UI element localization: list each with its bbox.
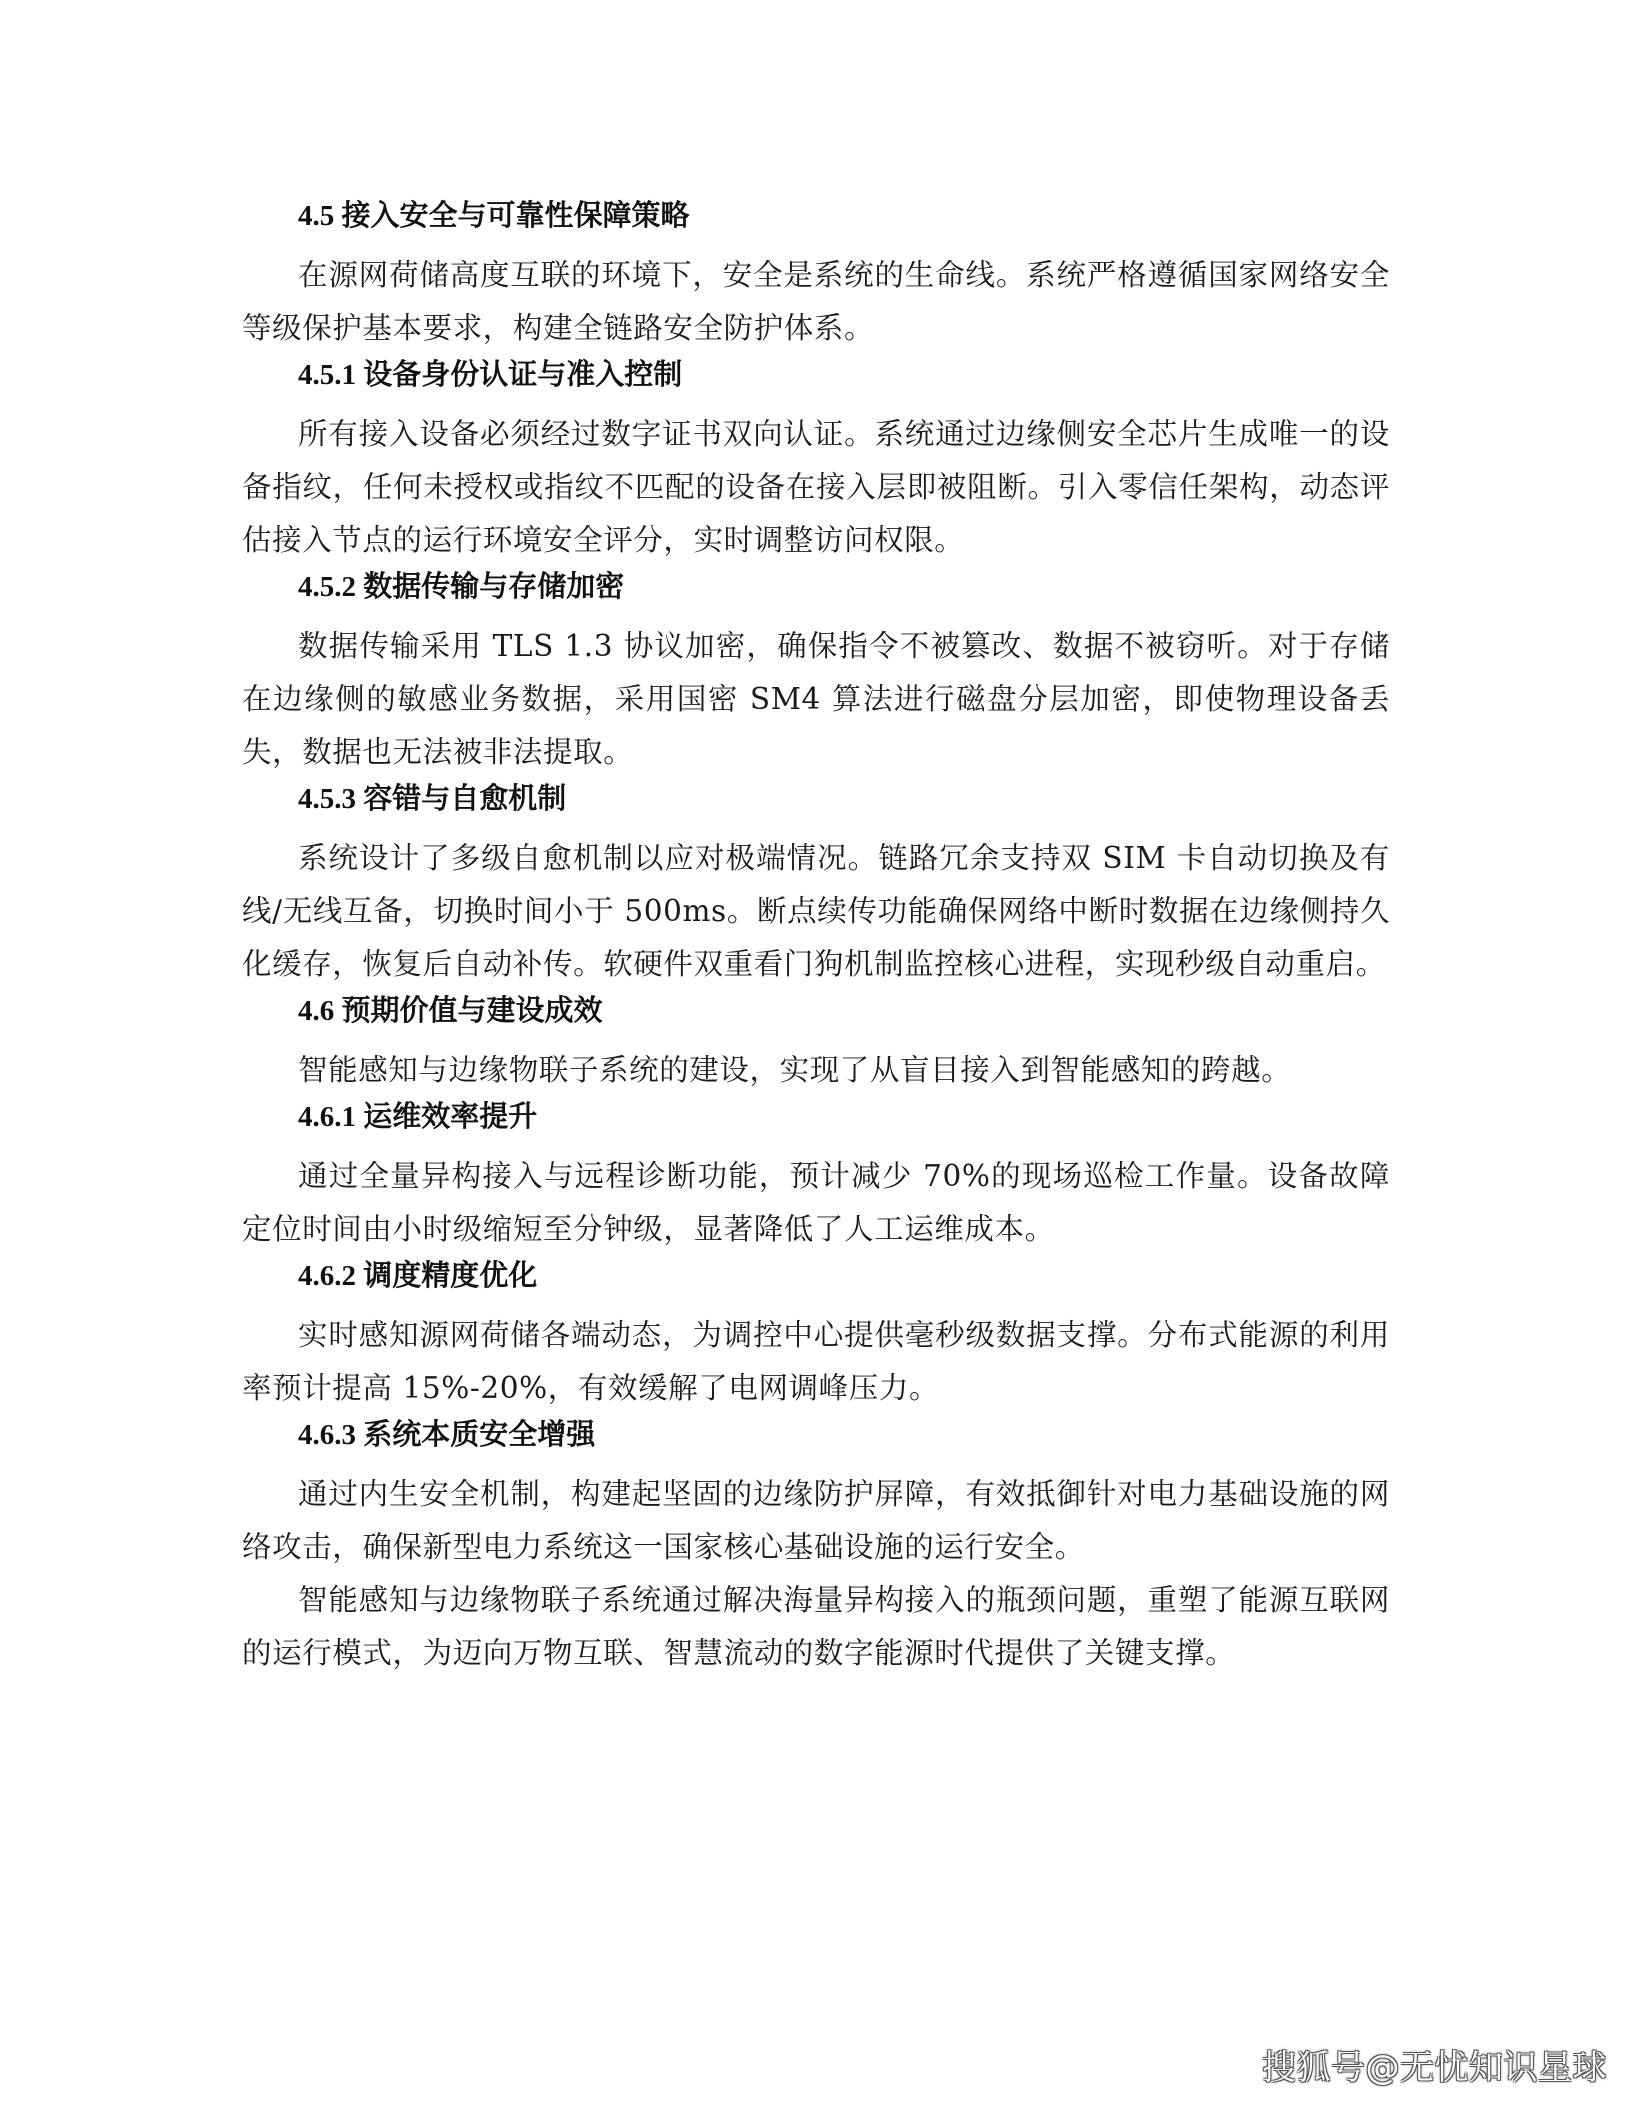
section-heading-4-5-1: 4.5.1 设备身份认证与准入控制 [298, 359, 683, 391]
document-page [242, 196, 1390, 1680]
section-heading-4-5: 4.5 接入安全与可靠性保障策略 [298, 200, 690, 232]
section-paragraph-4-5-1: 所有接入设备必须经过数字证书双向认证。系统通过边缘侧安全芯片生成唯一的设备指纹，任何未授权或指纹不匹配的设备在接入层即被阻断。引入零信任架构，动态评估接入节点的运行环境安全评分，实时调整访问权限。 [242, 417, 1390, 557]
section-paragraph-4-6-2: 实时感知源网荷储各端动态，为调控中心提供毫秒级数据支撑。分布式能源的利用率预计提高 15%-20%，有效缓解了电网调峰压力。 [242, 1318, 1390, 1405]
closing-paragraph: 智能感知与边缘物联子系统通过解决海量异构接入的瓶颈问题，重塑了能源互联网的运行模式，为迈向万物互联、智慧流动的数字能源时代提供了关键支撑。 [242, 1583, 1390, 1670]
section-heading-4-6-1: 4.6.1 运维效率提升 [298, 1101, 538, 1133]
section-heading-4-5-3: 4.5.3 容错与自愈机制 [298, 783, 567, 815]
section-heading-4-5-2: 4.5.2 数据传输与存储加密 [298, 571, 625, 603]
section-heading-4-6: 4.6 预期价值与建设成效 [298, 995, 603, 1027]
section-paragraph-4-6-3: 通过内生安全机制，构建起坚固的边缘防护屏障，有效抵御针对电力基础设施的网络攻击，确保新型电力系统这一国家核心基础设施的运行安全。 [242, 1477, 1390, 1564]
watermark-text: 搜狐号@无忧知识星球 [1262, 2048, 1607, 2088]
section-paragraph-4-5-3: 系统设计了多级自愈机制以应对极端情况。链路冗余支持双 SIM 卡自动切换及有线/无线互备，切换时间小于 500ms。断点续传功能确保网络中断时数据在边缘侧持久化缓存，恢复后自动补传。软硬件双重看门狗机制监控核心进程，实现秒级自动重启。 [242, 841, 1390, 981]
section-paragraph-4-6: 智能感知与边缘物联子系统的建设，实现了从盲目接入到智能感知的跨越。 [298, 1053, 1292, 1087]
section-paragraph-4-6-1: 通过全量异构接入与远程诊断功能，预计减少 70%的现场巡检工作量。设备故障定位时间由小时级缩短至分钟级，显著降低了人工运维成本。 [242, 1159, 1390, 1246]
section-heading-4-6-3: 4.6.3 系统本质安全增强 [298, 1419, 596, 1451]
section-paragraph-4-5-2: 数据传输采用 TLS 1.3 协议加密，确保指令不被篡改、数据不被窃听。对于存储在边缘侧的敏感业务数据，采用国密 SM4 算法进行磁盘分层加密，即使物理设备丢失，数据也无法被非法提取。 [242, 629, 1390, 769]
section-paragraph-4-5: 在源网荷储高度互联的环境下，安全是系统的生命线。系统严格遵循国家网络安全等级保护基本要求，构建全链路安全防护体系。 [242, 258, 1390, 345]
section-heading-4-6-2: 4.6.2 调度精度优化 [298, 1260, 538, 1292]
